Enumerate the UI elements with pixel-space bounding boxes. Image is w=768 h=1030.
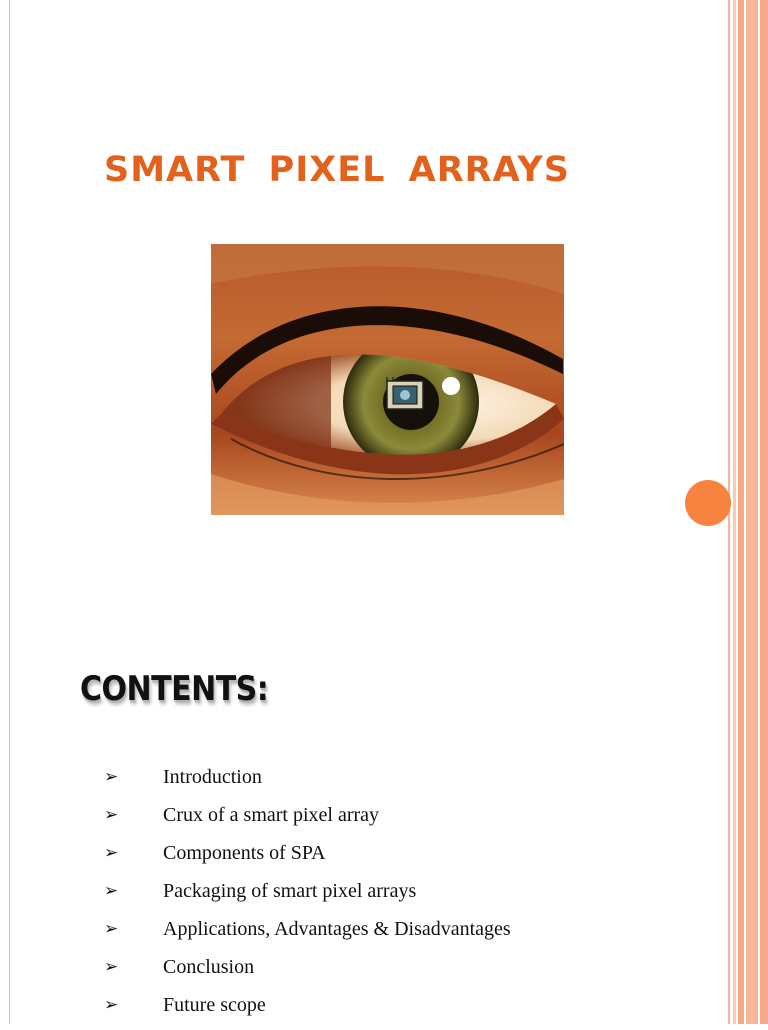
- list-item-label: Applications, Advantages & Disadvantages: [163, 918, 511, 940]
- list-item-label: Future scope: [163, 994, 266, 1016]
- list-item-label: Conclusion: [163, 956, 255, 978]
- right-decorative-stripes: [728, 0, 768, 1024]
- list-item: [104, 878, 511, 916]
- list-item: [104, 916, 511, 954]
- list-item: [104, 802, 511, 840]
- arrow-bullet-icon: ➢: [104, 957, 119, 976]
- left-border-rule: [9, 0, 10, 1024]
- contents-list: [104, 764, 511, 1030]
- list-item-label: Components of SPA: [163, 842, 326, 864]
- arrow-bullet-icon: ➢: [104, 881, 119, 900]
- list-item-label: Introduction: [163, 766, 262, 788]
- eye-with-chip-icon: [211, 244, 564, 515]
- arrow-bullet-icon: ➢: [104, 843, 119, 862]
- list-item-label: Packaging of smart pixel arrays: [163, 880, 417, 902]
- arrow-bullet-icon: ➢: [104, 805, 119, 824]
- list-item: [104, 840, 511, 878]
- contents-heading: CONTENTS:: [80, 670, 269, 710]
- list-item-label: Crux of a smart pixel array: [163, 804, 380, 826]
- list-item: [104, 764, 511, 802]
- decorative-dot: [685, 480, 731, 526]
- list-item: [104, 992, 511, 1030]
- arrow-bullet-icon: ➢: [104, 767, 119, 786]
- arrow-bullet-icon: ➢: [104, 995, 119, 1014]
- list-item: [104, 954, 511, 992]
- arrow-bullet-icon: ➢: [104, 919, 119, 938]
- slide-title: SMART PIXEL ARRAYS: [104, 150, 570, 190]
